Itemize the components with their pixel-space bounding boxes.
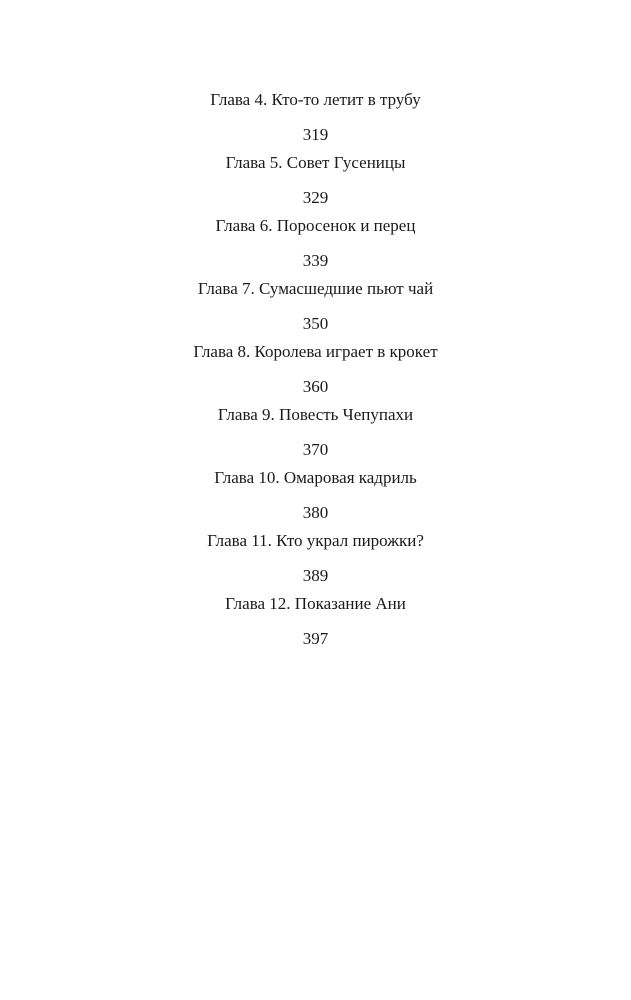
page-number: 329	[302, 188, 329, 207]
page-number: 380	[302, 503, 329, 522]
toc-entry	[0, 338, 631, 401]
page-number: 350	[302, 314, 329, 333]
toc-entry	[0, 401, 631, 464]
page-number: 360	[302, 377, 329, 396]
chapter-title: Глава 12. Показание Ани	[225, 594, 406, 613]
chapter-title: Глава 4. Кто-то летит в трубу	[210, 90, 421, 109]
toc-entry	[0, 86, 631, 149]
chapter-title: Глава 7. Сумасшедшие пьют чай	[197, 279, 434, 298]
page-number: 370	[302, 440, 329, 459]
chapter-title: Глава 5. Совет Гусеницы	[225, 153, 406, 172]
page-number: 397	[302, 629, 329, 648]
toc-entry	[0, 275, 631, 338]
chapter-title: Глава 10. Омаровая кадриль	[214, 468, 417, 487]
toc-entry	[0, 212, 631, 275]
page-number: 319	[302, 125, 329, 144]
chapter-title: Глава 9. Повесть Чепупахи	[217, 405, 414, 424]
toc-entry	[0, 527, 631, 590]
chapter-title: Глава 11. Кто украл пирожки?	[207, 531, 424, 550]
chapter-title: Глава 6. Поросенок и перец	[215, 216, 416, 235]
chapter-title: Глава 8. Королева играет в крокет	[193, 342, 438, 361]
toc-entry	[0, 149, 631, 212]
toc-entry	[0, 590, 631, 653]
page-number: 389	[302, 566, 329, 585]
page-number: 339	[302, 251, 329, 270]
table-of-contents	[0, 86, 631, 653]
toc-entry	[0, 464, 631, 527]
